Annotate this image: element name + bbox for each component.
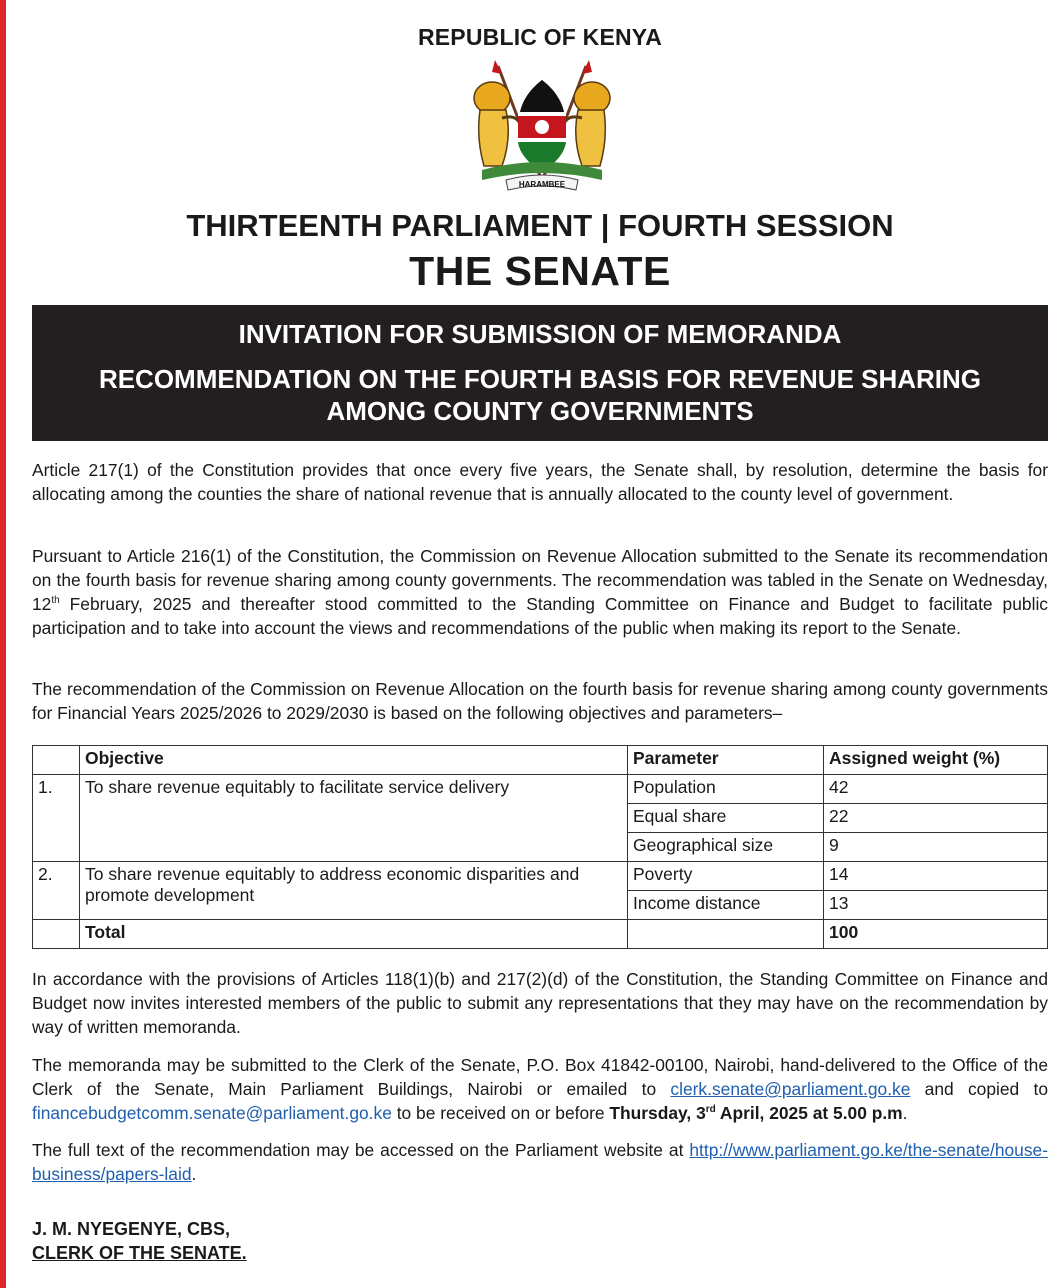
weight-cell: 42 <box>824 775 1048 804</box>
header-weight: Assigned weight (%) <box>824 746 1048 775</box>
title-banner <box>32 305 1048 441</box>
p2-sup: th <box>51 595 60 607</box>
signature-block <box>32 1217 247 1265</box>
deadline-b: April, 2025 at 5.00 p.m <box>715 1103 903 1123</box>
signatory-name: J. M. NYEGENYE, CBS, <box>32 1219 231 1239</box>
house-heading: THE SENATE <box>409 248 671 294</box>
header-objective: Objective <box>80 746 628 775</box>
header-parameter: Parameter <box>628 746 824 775</box>
row-number: 2. <box>33 862 80 920</box>
clerk-email-link[interactable]: clerk.senate@parliament.go.ke <box>670 1079 911 1099</box>
weight-cell: 13 <box>824 891 1048 920</box>
parameters-table <box>32 745 1048 949</box>
weight-cell: 9 <box>824 833 1048 862</box>
deadline-a: Thursday, 3 <box>609 1103 706 1123</box>
total-value: 100 <box>824 920 1048 949</box>
republic-heading: REPUBLIC OF KENYA <box>417 24 663 50</box>
row-number: 1. <box>33 775 80 862</box>
deadline-sup: rd <box>705 1104 716 1116</box>
table-header-row <box>33 746 1048 775</box>
paragraph-website <box>32 1138 1048 1186</box>
table-row <box>33 862 1048 891</box>
p6-end: . <box>191 1164 197 1184</box>
p2-text-b: February, 2025 and thereafter stood committed to the Standing Committee on Finance and Budget to facilitate public participation and to take into account the views and recommendations of the public when making its report to the Senate. <box>32 594 1048 638</box>
paragraph-invitation: In accordance with the provisions of Articles 118(1)(b) and 217(2)(d) of the Constitution, the Standing Committee on Finance and Budget now invites interested members of the public to submit any representations that they may have on the recommendation by way of written memoranda. <box>32 969 1048 1037</box>
p5-end: . <box>902 1103 908 1123</box>
table-row <box>33 775 1048 804</box>
paragraph-article-217: Article 217(1) of the Constitution provides that once every five years, the Senate shall, by resolution, determine the basis for allocating among the counties the share of national revenue that is annually allocated to the county level of government. <box>32 460 1048 504</box>
banner-title-1: INVITATION FOR SUBMISSION OF MEMORANDA <box>238 319 842 349</box>
parameter-cell: Geographical size <box>628 833 824 862</box>
committee-email-link[interactable]: financebudgetcomm.senate@parliament.go.ke <box>32 1103 392 1123</box>
weight-cell: 22 <box>824 804 1048 833</box>
p2-text-a: Pursuant to Article 216(1) of the Constitution, the Commission on Revenue Allocation submitted to the Senate its recommendation on the fourth basis for revenue sharing among county governments. The recommendation was tabled in the Senate on Wednesday, 12 <box>32 546 1048 614</box>
header-no <box>33 746 80 775</box>
p5-text-b: and copied to <box>910 1079 1048 1099</box>
weight-cell: 14 <box>824 862 1048 891</box>
table-total-row <box>33 920 1048 949</box>
paragraph-submission <box>32 1053 1048 1125</box>
parameter-cell: Equal share <box>628 804 824 833</box>
total-spacer <box>33 920 80 949</box>
paragraph-objectives-intro: The recommendation of the Commission on Revenue Allocation on the fourth basis for revenue sharing among county governments for Financial Years 2025/2026 to 2029/2030 is based on the following objectives and parameters– <box>32 679 1048 723</box>
parliament-session-heading: THIRTEENTH PARLIAMENT | FOURTH SESSION <box>186 208 894 243</box>
total-label: Total <box>80 920 628 949</box>
paragraph-article-216 <box>32 544 1048 640</box>
banner-title-2: RECOMMENDATION ON THE FOURTH BASIS FOR REVENUE SHARING AMONG COUNTY GOVERNMENTS <box>98 364 982 426</box>
parameter-cell: Population <box>628 775 824 804</box>
total-spacer-2 <box>628 920 824 949</box>
motto-text: HARAMBEE <box>518 180 566 189</box>
coat-of-arms-icon <box>462 58 622 200</box>
parliament-website-link[interactable]: http://www.parliament.go.ke/the-senate/house-business/papers-laid <box>32 1140 1048 1184</box>
p5-text-c: to be received on or before <box>391 1103 610 1123</box>
p5-text-a: The memoranda may be submitted to the Clerk of the Senate, P.O. Box 41842-00100, Nairobi, hand-delivered to the Office of the Clerk of the Senate, Main Parliament Buildings, Nairobi or emailed to <box>32 1055 1048 1099</box>
parameter-cell: Income distance <box>628 891 824 920</box>
deadline-text <box>609 1103 902 1123</box>
objective-cell: To share revenue equitably to address economic disparities and promote development <box>80 862 628 920</box>
red-edge-stripe <box>0 0 6 1288</box>
objective-cell: To share revenue equitably to facilitate service delivery <box>80 775 628 862</box>
parameter-cell: Poverty <box>628 862 824 891</box>
signatory-title: CLERK OF THE SENATE. <box>32 1243 247 1263</box>
p6-text-a: The full text of the recommendation may be accessed on the Parliament website at <box>32 1140 690 1160</box>
